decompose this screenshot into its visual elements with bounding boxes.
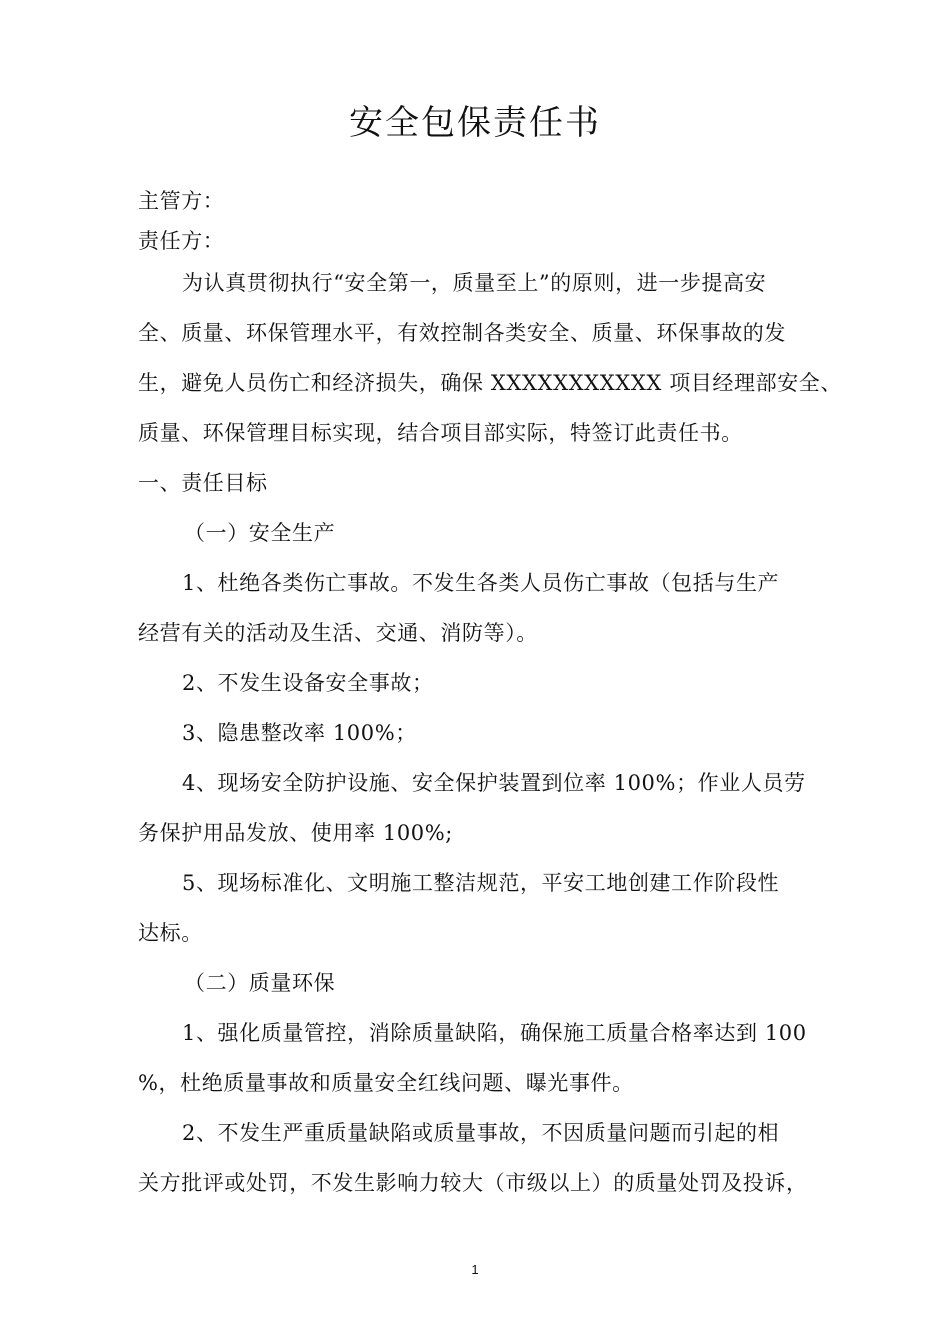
document-title: 安全包保责任书: [349, 103, 601, 143]
page-number: 1: [471, 1262, 479, 1277]
section-heading: 一、责任目标: [138, 471, 268, 495]
intro-line: 质量、环保管理目标实现，结合项目部实际，特签订此责任书。: [138, 421, 743, 445]
item-line: 3、隐患整改率 100%；: [182, 721, 417, 745]
item-line: 4、现场安全防护设施、安全保护装置到位率 100%；作业人员劳: [182, 771, 806, 795]
party-manager-label: 主管方：: [138, 189, 225, 213]
item-line: 务保护用品发放、使用率 100%;: [138, 821, 453, 845]
item-line: 2、不发生设备安全事故；: [182, 671, 434, 695]
intro-line: 生，避免人员伤亡和经济损失，确保 XXXXXXXXXXX 项目经理部安全、: [138, 371, 843, 395]
item-line: 1、强化质量管控，消除质量缺陷，确保施工质量合格率达到 100: [182, 1021, 807, 1045]
subsection-heading: （二）质量环保: [184, 971, 336, 995]
intro-line: 全、质量、环保管理水平，有效控制各类安全、质量、环保事故的发: [138, 321, 786, 345]
item-line: 达标。: [138, 921, 203, 945]
item-line: 5、现场标准化、文明施工整洁规范，平安工地创建工作阶段性: [182, 871, 780, 895]
item-line: 1、杜绝各类伤亡事故。不发生各类人员伤亡事故（包括与生产: [182, 571, 780, 595]
item-line: %，杜绝质量事故和质量安全红线问题、曝光事件。: [138, 1071, 634, 1095]
item-line: 2、不发生严重质量缺陷或质量事故，不因质量问题而引起的相: [182, 1121, 780, 1145]
party-responsible-label: 责任方：: [138, 229, 225, 253]
item-line: 关方批评或处罚，不发生影响力较大（市级以上）的质量处罚及投诉，: [138, 1171, 808, 1195]
intro-line: 为认真贯彻执行“安全第一，质量至上”的原则，进一步提高安: [182, 271, 767, 295]
item-line: 经营有关的活动及生活、交通、消防等）。: [138, 621, 538, 645]
subsection-heading: （一）安全生产: [184, 521, 336, 545]
